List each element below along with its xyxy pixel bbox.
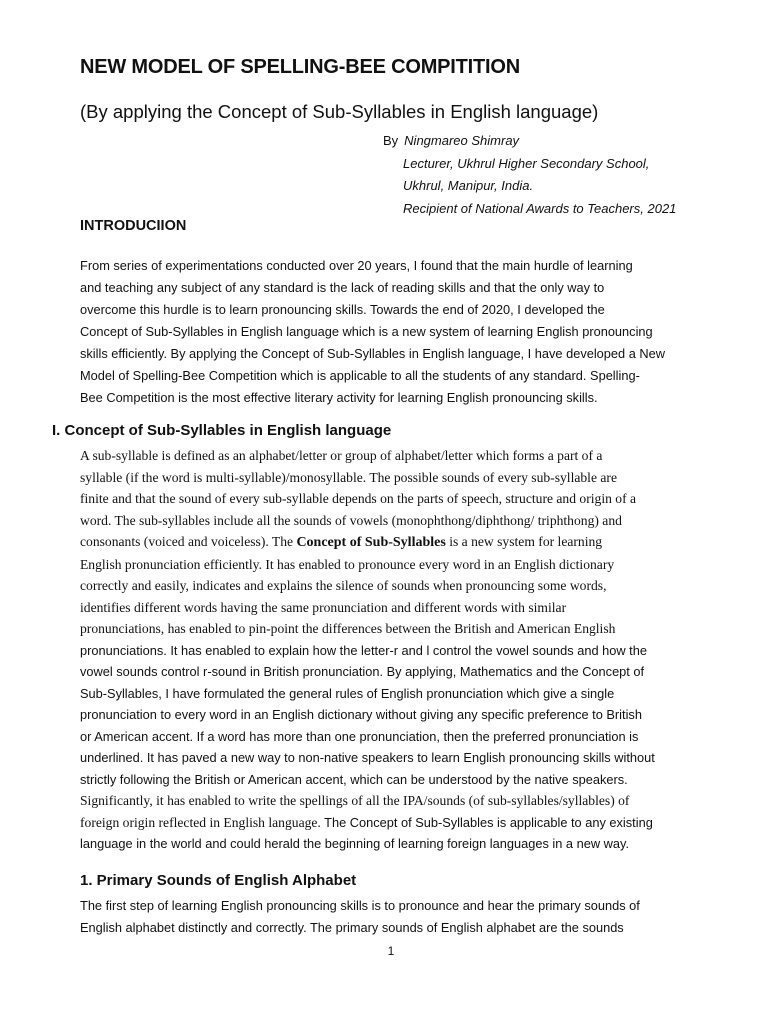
intro-line: and teaching any subject of any standard is the lack of reading skills and that the only way to: [80, 280, 605, 295]
intro-line: Concept of Sub-Syllables in English language which is a new system of learning English pronouncing: [80, 324, 653, 339]
byline-award: Recipient of National Awards to Teachers, 2021: [403, 200, 677, 216]
document-title: NEW MODEL OF SPELLING-BEE COMPITITION: [80, 56, 521, 78]
section-1-line: underlined. It has paved a new way to non-native speakers to learn English pronouncing skills without: [80, 750, 655, 765]
intro-line: overcome this hurdle is to learn pronouncing skills. Towards the end of 2020, I developed the: [80, 302, 605, 317]
line-text: foreign origin reflected in English language.: [80, 814, 321, 830]
intro-line: Bee Competition is the most effective literary activity for learning English pronouncing skills.: [80, 390, 598, 405]
intro-heading: INTRODUCIION: [80, 218, 187, 234]
section-1-line: pronunciations. It has enabled to explain how the letter-r and l control the vowel sounds and how the: [80, 642, 647, 658]
intro-line: Model of Spelling-Bee Competition which is applicable to all the students of any standard. Spelling-: [80, 368, 640, 383]
section-1-line: [80, 812, 706, 834]
section-1-line: language in the world and could herald the beginning of learning foreign languages in a new way.: [80, 836, 629, 851]
byline-location: Ukhrul, Manipur, India.: [403, 178, 534, 193]
section-1-line: A sub-syllable is defined as an alphabet/letter or group of alphabet/letter which forms a part of a: [80, 448, 603, 463]
section-1-line: English pronunciation efficiently. It has enabled to pronounce every word in an English dictionary: [80, 556, 615, 572]
section-1-line: Significantly, it has enabled to write the spellings of all the IPA/sounds (of sub-syllables/syllables) of: [80, 793, 630, 808]
section-1-line: identifies different words having the same pronunciation and different words with similar: [80, 599, 567, 615]
section-1-line: word. The sub-syllables include all the sounds of vowels (monophthong/diphthong/ triphthong) and: [80, 512, 622, 528]
intro-paragraph: [80, 255, 690, 409]
section-1-line: vowel sounds control r-sound in British pronunciation. By applying, Mathematics and the Concept of: [80, 664, 645, 679]
section-1-line: strictly following the British or American accent, which can be understood by the native speakers.: [80, 771, 628, 787]
section-1-paragraph: [80, 445, 706, 855]
byline-author-row: [383, 130, 676, 153]
byline-author-name: Ningmareo Shimray: [404, 133, 520, 148]
line-text: is a new system for learning: [445, 534, 603, 549]
author-byline: [383, 130, 676, 220]
document-subtitle: (By applying the Concept of Sub-Syllables in English language): [80, 101, 599, 122]
section-2-line: The first step of learning English pronouncing skills is to pronounce and hear the primary sounds of: [80, 898, 640, 913]
section-1-line: or American accent. If a word has more than one pronunciation, then the preferred pronunciation is: [80, 728, 639, 744]
intro-line: skills efficiently. By applying the Concept of Sub-Syllables in English language, I have developed a New: [80, 346, 665, 361]
section-1-line: finite and that the sound of every sub-syllable depends on the parts of speech, structure and origin of a: [80, 491, 637, 506]
byline-by-label: By: [383, 133, 399, 148]
section-1-line: pronunciations, has enabled to pin-point the differences between the British and American English: [80, 621, 616, 636]
byline-role: Lecturer, Ukhrul Higher Secondary School,: [403, 155, 650, 171]
section-2-line: English alphabet distinctly and correctly. The primary sounds of English alphabet are the sounds: [80, 920, 624, 935]
section-1-line: syllable (if the word is multi-syllable)/monosyllable. The possible sounds of every sub-syllable are: [80, 469, 617, 485]
section-2-heading: 1. Primary Sounds of English Alphabet: [80, 872, 357, 889]
section-1-heading: I. Concept of Sub-Syllables in English language: [52, 422, 392, 439]
concept-emphasis: Concept of Sub-Syllables: [296, 535, 446, 550]
section-2-paragraph: [80, 895, 710, 939]
section-1-line: correctly and easily, indicates and explains the silence of sounds when pronouncing some words,: [80, 578, 607, 593]
line-text: The Concept of Sub-Syllables is applicable to any existing: [320, 814, 653, 830]
line-text: consonants (voiced and voiceless). The: [80, 534, 297, 549]
section-1-line: Sub-Syllables, I have formulated the general rules of English pronunciation which give a single: [80, 685, 615, 701]
intro-line: From series of experimentations conducted over 20 years, I found that the main hurdle of learning: [80, 258, 633, 273]
page-number: 1: [387, 944, 395, 958]
section-1-line: pronunciation to every word in an English dictionary without giving any specific preference to British: [80, 707, 642, 722]
section-1-line: [80, 531, 706, 554]
